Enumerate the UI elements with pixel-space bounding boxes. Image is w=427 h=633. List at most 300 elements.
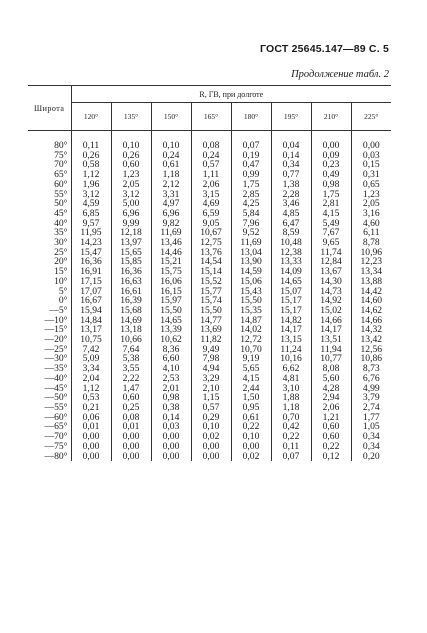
value-cell: 5,09 [71, 354, 111, 364]
latitude-cell: —65° [28, 422, 71, 432]
value-cell: 14,30 [311, 277, 351, 287]
value-cell: 1,38 [271, 180, 311, 190]
value-cell: 2,05 [351, 199, 391, 209]
value-cell: 2,10 [191, 384, 231, 394]
value-cell: 4,59 [71, 199, 111, 209]
value-cell: 4,15 [311, 209, 351, 219]
value-cell: 2,28 [271, 190, 311, 200]
value-cell: 9,99 [111, 219, 151, 229]
value-cell: 15,50 [151, 306, 191, 316]
value-cell: 2,01 [151, 384, 191, 394]
latitude-cell: 35° [28, 228, 71, 238]
longitude-header-cell: 135° [111, 103, 151, 131]
value-cell: 5,65 [231, 364, 271, 374]
value-cell: 2,94 [311, 393, 351, 403]
table-body [28, 131, 391, 462]
value-cell: 3,16 [351, 209, 391, 219]
value-cell: 14,32 [351, 325, 391, 335]
value-cell: 0,15 [351, 160, 391, 170]
value-cell: 11,69 [151, 228, 191, 238]
value-cell: 11,95 [71, 228, 111, 238]
latitude-cell: —45° [28, 384, 71, 394]
value-cell: 13,46 [151, 238, 191, 248]
value-cell: 4,81 [271, 374, 311, 384]
value-cell: 3,46 [271, 199, 311, 209]
value-cell: 12,23 [351, 257, 391, 267]
value-cell: 2,04 [71, 374, 111, 384]
table-row [28, 452, 391, 462]
cutoff-rigidity-table [28, 85, 391, 461]
longitude-header-cell: 120° [71, 103, 111, 131]
value-cell: 0,00 [311, 131, 351, 151]
longitude-header-cell: 165° [191, 103, 231, 131]
latitude-cell: 80° [28, 131, 71, 151]
value-cell: 10,75 [71, 335, 111, 345]
value-cell: 13,33 [271, 257, 311, 267]
value-cell: 0,70 [271, 413, 311, 423]
value-cell: 13,18 [111, 325, 151, 335]
value-cell: 13,39 [151, 325, 191, 335]
latitude-cell: 50° [28, 199, 71, 209]
value-cell: 14,46 [151, 248, 191, 258]
value-cell: 0,02 [231, 452, 271, 462]
value-cell: 14,62 [351, 306, 391, 316]
value-cell: 0,11 [271, 442, 311, 452]
value-cell: 10,66 [111, 335, 151, 345]
value-cell: 0,34 [271, 160, 311, 170]
value-cell: 14,59 [231, 267, 271, 277]
latitude-cell: 65° [28, 170, 71, 180]
latitude-cell: —55° [28, 403, 71, 413]
value-cell: 0,95 [231, 403, 271, 413]
value-cell: 0,11 [71, 131, 111, 151]
value-cell: 4,25 [231, 199, 271, 209]
value-cell: 13,15 [271, 335, 311, 345]
value-cell: 15,35 [231, 306, 271, 316]
value-cell: 1,77 [351, 413, 391, 423]
latitude-cell: —75° [28, 442, 71, 452]
value-cell: 14,65 [271, 277, 311, 287]
value-cell: 15,77 [191, 287, 231, 297]
value-cell: 1,23 [111, 170, 151, 180]
value-cell: 9,65 [311, 238, 351, 248]
latitude-cell: 60° [28, 180, 71, 190]
value-cell: 8,73 [351, 364, 391, 374]
value-cell: 13,90 [231, 257, 271, 267]
value-cell: 0,31 [351, 170, 391, 180]
value-cell: 15,17 [271, 306, 311, 316]
value-cell: 3,55 [111, 364, 151, 374]
value-cell: 0,19 [231, 151, 271, 161]
latitude-cell: —25° [28, 345, 71, 355]
value-cell: 0,42 [271, 422, 311, 432]
value-cell: 15,52 [191, 277, 231, 287]
value-cell: 16,39 [111, 296, 151, 306]
value-cell: 14,73 [311, 287, 351, 297]
latitude-cell: —20° [28, 335, 71, 345]
value-cell: 0,53 [71, 393, 111, 403]
value-cell: 0,98 [311, 180, 351, 190]
value-cell: 0,00 [71, 452, 111, 462]
value-cell: 13,88 [351, 277, 391, 287]
value-cell: 8,59 [271, 228, 311, 238]
value-cell: 0,04 [271, 131, 311, 151]
value-cell: 0,06 [71, 413, 111, 423]
value-cell: 1,23 [351, 190, 391, 200]
value-cell: 10,86 [351, 354, 391, 364]
latitude-cell: —5° [28, 306, 71, 316]
value-cell: 0,00 [111, 452, 151, 462]
value-cell: 0,08 [111, 413, 151, 423]
value-cell: 10,77 [311, 354, 351, 364]
latitude-cell: 10° [28, 277, 71, 287]
value-cell: 0,60 [111, 160, 151, 170]
value-cell: 0,57 [191, 403, 231, 413]
value-cell: 10,67 [191, 228, 231, 238]
value-cell: 10,70 [231, 345, 271, 355]
value-cell: 4,99 [351, 384, 391, 394]
value-cell: 0,10 [231, 432, 271, 442]
table-row [28, 131, 391, 151]
value-cell: 15,06 [231, 277, 271, 287]
value-cell: 15,94 [71, 306, 111, 316]
value-cell: 0,61 [151, 160, 191, 170]
value-cell: 12,75 [191, 238, 231, 248]
value-cell: 9,52 [231, 228, 271, 238]
value-cell: 14,84 [71, 316, 111, 326]
value-cell: 3,10 [271, 384, 311, 394]
value-cell: 4,60 [351, 219, 391, 229]
latitude-cell: 40° [28, 219, 71, 229]
value-cell: 0,60 [311, 432, 351, 442]
value-cell: 1,18 [271, 403, 311, 413]
value-cell: 0,07 [271, 452, 311, 462]
value-cell: 0,47 [231, 160, 271, 170]
latitude-cell: —30° [28, 354, 71, 364]
value-cell: 7,67 [311, 228, 351, 238]
value-cell: 2,12 [151, 180, 191, 190]
value-cell: 0,09 [311, 151, 351, 161]
value-cell: 15,97 [151, 296, 191, 306]
value-cell: 0,98 [151, 393, 191, 403]
value-cell: 0,22 [231, 422, 271, 432]
value-cell: 1,18 [151, 170, 191, 180]
value-cell: 8,08 [311, 364, 351, 374]
value-cell: 6,62 [271, 364, 311, 374]
value-cell: 13,17 [71, 325, 111, 335]
value-cell: 15,50 [231, 296, 271, 306]
longitude-header-cell: 180° [231, 103, 271, 131]
value-cell: 17,07 [71, 287, 111, 297]
longitude-header-cell: 210° [311, 103, 351, 131]
value-cell: 13,51 [311, 335, 351, 345]
value-cell: 0,00 [111, 442, 151, 452]
value-cell: 10,48 [271, 238, 311, 248]
value-cell: 0,20 [351, 452, 391, 462]
value-cell: 14,77 [191, 316, 231, 326]
value-cell: 16,36 [111, 267, 151, 277]
value-cell: 12,72 [231, 335, 271, 345]
latitude-cell: 75° [28, 151, 71, 161]
value-cell: 4,10 [151, 364, 191, 374]
value-cell: 0,07 [231, 131, 271, 151]
value-cell: 6,47 [271, 219, 311, 229]
value-cell: 3,12 [71, 190, 111, 200]
value-cell: 4,94 [191, 364, 231, 374]
value-cell: 0,24 [151, 151, 191, 161]
value-cell: 8,78 [351, 238, 391, 248]
value-cell: 15,07 [271, 287, 311, 297]
value-cell: 11,82 [191, 335, 231, 345]
value-cell: 0,10 [151, 131, 191, 151]
value-cell: 13,67 [311, 267, 351, 277]
value-cell: 0,00 [151, 432, 191, 442]
latitude-cell: 55° [28, 190, 71, 200]
value-cell: 0,00 [351, 131, 391, 151]
latitude-cell: —40° [28, 374, 71, 384]
value-cell: 14,09 [271, 267, 311, 277]
latitude-cell: 0° [28, 296, 71, 306]
value-cell: 15,02 [311, 306, 351, 316]
value-cell: 16,67 [71, 296, 111, 306]
value-cell: 14,66 [311, 316, 351, 326]
value-cell: 0,24 [191, 151, 231, 161]
value-cell: 16,63 [111, 277, 151, 287]
value-cell: 0,01 [111, 422, 151, 432]
value-cell: 1,88 [271, 393, 311, 403]
value-cell: 11,94 [311, 345, 351, 355]
value-cell: 3,34 [71, 364, 111, 374]
value-cell: 0,14 [151, 413, 191, 423]
value-cell: 0,03 [351, 151, 391, 161]
value-cell: 12,56 [351, 345, 391, 355]
value-cell: 15,43 [231, 287, 271, 297]
value-cell: 6,11 [351, 228, 391, 238]
value-cell: 6,59 [191, 209, 231, 219]
value-cell: 1,75 [311, 190, 351, 200]
value-cell: 0,00 [111, 432, 151, 442]
value-cell: 15,50 [191, 306, 231, 316]
value-cell: 9,05 [191, 219, 231, 229]
value-cell: 1,12 [71, 384, 111, 394]
value-cell: 9,49 [191, 345, 231, 355]
value-cell: 14,92 [311, 296, 351, 306]
value-cell: 0,00 [191, 452, 231, 462]
value-cell: 0,58 [71, 160, 111, 170]
value-cell: 0,65 [351, 180, 391, 190]
value-cell: 1,12 [71, 170, 111, 180]
latitude-cell: 70° [28, 160, 71, 170]
value-cell: 0,01 [71, 422, 111, 432]
value-cell: 14,82 [271, 316, 311, 326]
value-cell: 0,02 [191, 432, 231, 442]
value-cell: 15,21 [151, 257, 191, 267]
latitude-cell: —50° [28, 393, 71, 403]
value-cell: 3,15 [191, 190, 231, 200]
value-cell: 1,96 [71, 180, 111, 190]
longitude-header-cell: 150° [151, 103, 191, 131]
value-cell: 0,26 [111, 151, 151, 161]
latitude-header: Широта [28, 86, 71, 131]
value-cell: 2,44 [231, 384, 271, 394]
value-cell: 7,98 [191, 354, 231, 364]
value-cell: 11,69 [231, 238, 271, 248]
latitude-cell: —10° [28, 316, 71, 326]
value-cell: 6,60 [151, 354, 191, 364]
value-cell: 16,61 [111, 287, 151, 297]
value-cell: 7,42 [71, 345, 111, 355]
value-cell: 14,60 [351, 296, 391, 306]
latitude-cell: 5° [28, 287, 71, 297]
value-cell: 9,57 [71, 219, 111, 229]
value-cell: 7,96 [231, 219, 271, 229]
value-cell: 15,85 [111, 257, 151, 267]
value-cell: 15,47 [71, 248, 111, 258]
value-cell: 16,91 [71, 267, 111, 277]
value-cell: 15,68 [111, 306, 151, 316]
value-cell: 9,19 [231, 354, 271, 364]
value-cell: 14,87 [231, 316, 271, 326]
value-cell: 2,22 [111, 374, 151, 384]
value-cell: 16,06 [151, 277, 191, 287]
value-cell: 6,76 [351, 374, 391, 384]
value-cell: 14,42 [351, 287, 391, 297]
value-cell: 1,05 [351, 422, 391, 432]
value-cell: 4,28 [311, 384, 351, 394]
value-cell: 0,14 [271, 151, 311, 161]
value-cell: 5,84 [231, 209, 271, 219]
latitude-cell: —60° [28, 413, 71, 423]
value-cell: 0,26 [71, 151, 111, 161]
value-cell: 2,81 [311, 199, 351, 209]
value-cell: 16,15 [151, 287, 191, 297]
value-cell: 16,36 [71, 257, 111, 267]
value-cell: 15,75 [151, 267, 191, 277]
value-cell: 0,34 [351, 442, 391, 452]
value-cell: 7,64 [111, 345, 151, 355]
latitude-cell: 25° [28, 248, 71, 258]
value-cell: 6,96 [151, 209, 191, 219]
value-cell: 0,10 [111, 131, 151, 151]
value-cell: 1,47 [111, 384, 151, 394]
longitude-header-row [28, 103, 391, 131]
value-cell: 14,66 [351, 316, 391, 326]
value-cell: 0,12 [311, 452, 351, 462]
value-cell: 4,97 [151, 199, 191, 209]
value-cell: 8,36 [151, 345, 191, 355]
value-cell: 0,22 [271, 432, 311, 442]
value-cell: 12,84 [311, 257, 351, 267]
value-cell: 5,49 [311, 219, 351, 229]
value-cell: 0,25 [111, 403, 151, 413]
value-cell: 12,38 [271, 248, 311, 258]
value-cell: 0,77 [271, 170, 311, 180]
value-cell: 14,17 [271, 325, 311, 335]
value-cell: 13,76 [191, 248, 231, 258]
value-cell: 14,02 [231, 325, 271, 335]
value-cell: 15,74 [191, 296, 231, 306]
value-cell: 14,54 [191, 257, 231, 267]
value-cell: 13,97 [111, 238, 151, 248]
value-cell: 0,49 [311, 170, 351, 180]
value-cell: 4,15 [231, 374, 271, 384]
value-cell: 15,65 [111, 248, 151, 258]
longitude-header-cell: 195° [271, 103, 311, 131]
latitude-cell: 20° [28, 257, 71, 267]
value-cell: 3,31 [151, 190, 191, 200]
value-cell: 10,96 [351, 248, 391, 258]
value-cell: 1,15 [191, 393, 231, 403]
value-cell: 5,60 [311, 374, 351, 384]
value-cell: 2,53 [151, 374, 191, 384]
value-cell: 13,04 [231, 248, 271, 258]
latitude-cell: —15° [28, 325, 71, 335]
value-cell: 12,18 [111, 228, 151, 238]
value-cell: 0,34 [351, 432, 391, 442]
value-cell: 0,22 [311, 442, 351, 452]
latitude-cell: —35° [28, 364, 71, 374]
value-cell: 3,29 [191, 374, 231, 384]
page-header: ГОСТ 25645.147—89 С. 5 [259, 43, 389, 55]
value-cell: 0,00 [151, 442, 191, 452]
value-cell: 0,00 [231, 442, 271, 452]
value-cell: 4,85 [271, 209, 311, 219]
longitude-span-header: R, ГВ, при долготе [71, 86, 391, 103]
value-cell: 11,74 [311, 248, 351, 258]
value-cell: 0,57 [191, 160, 231, 170]
value-cell: 15,14 [191, 267, 231, 277]
value-cell: 6,85 [71, 209, 111, 219]
value-cell: 0,60 [111, 393, 151, 403]
value-cell: 2,06 [191, 180, 231, 190]
value-cell: 15,17 [271, 296, 311, 306]
value-cell: 10,16 [271, 354, 311, 364]
value-cell: 11,24 [271, 345, 311, 355]
value-cell: 0,61 [231, 413, 271, 423]
value-cell: 14,65 [151, 316, 191, 326]
value-cell: 0,00 [71, 442, 111, 452]
value-cell: 0,00 [151, 452, 191, 462]
value-cell: 0,08 [191, 131, 231, 151]
value-cell: 6,96 [111, 209, 151, 219]
value-cell: 1,21 [311, 413, 351, 423]
value-cell: 0,10 [191, 422, 231, 432]
value-cell: 4,69 [191, 199, 231, 209]
value-cell: 5,38 [111, 354, 151, 364]
value-cell: 14,17 [311, 325, 351, 335]
latitude-cell: 15° [28, 267, 71, 277]
value-cell: 0,00 [191, 442, 231, 452]
value-cell: 0,23 [311, 160, 351, 170]
value-cell: 1,11 [191, 170, 231, 180]
value-cell: 3,12 [111, 190, 151, 200]
value-cell: 0,03 [151, 422, 191, 432]
latitude-cell: 30° [28, 238, 71, 248]
value-cell: 13,42 [351, 335, 391, 345]
value-cell: 3,79 [351, 393, 391, 403]
value-cell: 17,15 [71, 277, 111, 287]
latitude-cell: —80° [28, 452, 71, 462]
value-cell: 10,62 [151, 335, 191, 345]
value-cell: 0,60 [311, 422, 351, 432]
value-cell: 0,21 [71, 403, 111, 413]
value-cell: 13,34 [351, 267, 391, 277]
value-cell: 1,75 [231, 180, 271, 190]
value-cell: 1,50 [231, 393, 271, 403]
value-cell: 0,38 [151, 403, 191, 413]
value-cell: 2,05 [111, 180, 151, 190]
value-cell: 13,69 [191, 325, 231, 335]
